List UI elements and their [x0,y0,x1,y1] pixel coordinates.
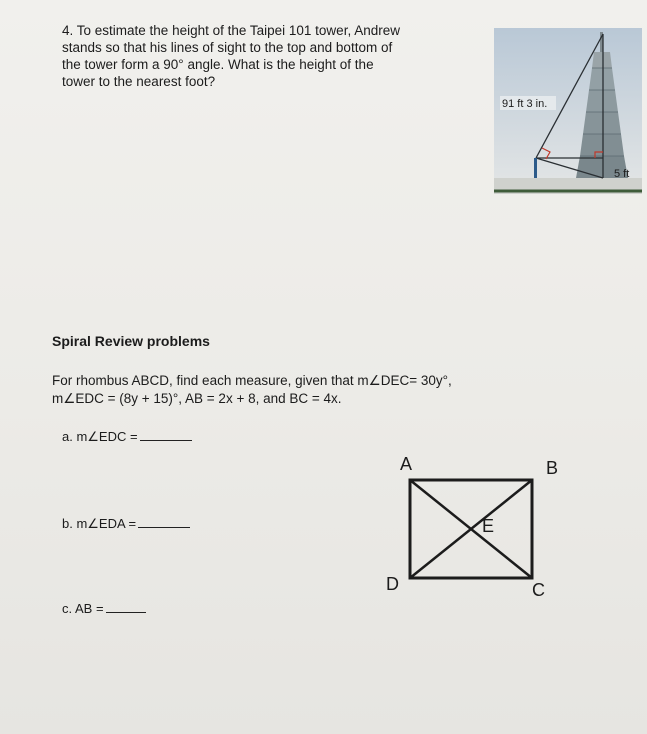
question-b [62,515,190,532]
answer-blank[interactable] [106,600,146,613]
answer-blank[interactable] [138,515,190,528]
vertex-a-label: A [400,454,413,474]
problem-line: stands so that his lines of sight to the top and bottom of [62,40,393,55]
vertex-c-label: C [532,580,545,600]
eye-height-label: 5 ft [614,168,630,180]
intro-line: For rhombus ABCD, find each measure, given that m∠DEC= 30y°, [52,373,452,388]
intro-line: m∠EDC = (8y + 15)°, AB = 2x + 8, and BC = 4x. [52,391,342,406]
vertex-b-label: B [546,458,559,478]
question-label: b. m∠EDA = [62,516,137,531]
answer-blank[interactable] [140,428,192,441]
rhombus-diagram [376,450,576,610]
person-icon [534,158,537,178]
question-label: c. AB = [62,601,104,616]
distance-label: 91 ft 3 in. [502,98,548,110]
problem-4 [62,22,442,90]
vertex-d-label: D [386,574,399,594]
center-e-label: E [482,516,495,536]
rhombus-intro [52,372,452,408]
section-title: Spiral Review problems [52,333,210,349]
problem-line: tower to the nearest foot? [62,74,216,89]
question-label: a. m∠EDC = [62,429,138,444]
problem-line: 4. To estimate the height of the Taipei 101 tower, Andrew [62,23,400,38]
question-a [62,428,192,445]
taipei-tower-figure [494,28,642,194]
question-c [62,600,146,616]
problem-line: the tower form a 90° angle. What is the height of the [62,57,374,72]
